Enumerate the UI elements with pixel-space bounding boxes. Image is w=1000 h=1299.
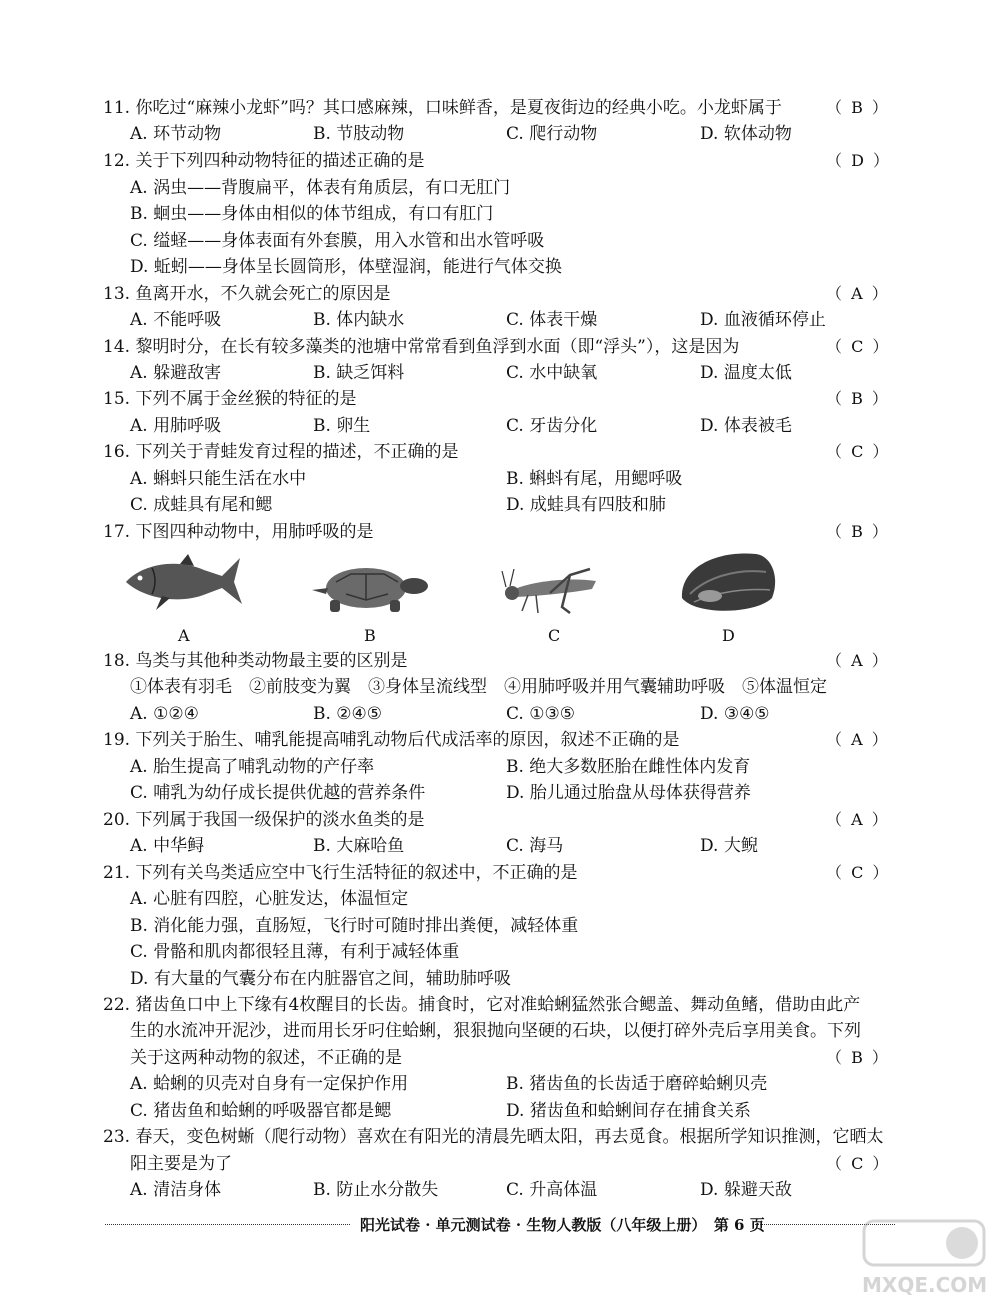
question-23-stem-line-1: 23. 春天，变色树蜥（爬行动物）喜欢在有阳光的清晨先晒太阳，再去觅食。根据所学知识推测，它晒太: [103, 1127, 884, 1147]
q18-statement-list: ①体表有羽毛 ②前肢变为翼 ③身体呈流线型 ④用肺呼吸并用气囊辅助呼吸 ⑤体温恒定: [130, 677, 827, 697]
question-12-answer: （ D ）: [826, 151, 892, 170]
question-16-answer: （ C ）: [826, 442, 891, 461]
q22-option-c: C. 猪齿鱼和蛤蜊的呼吸器官都是鳃: [130, 1101, 392, 1121]
grasshopper-image: [500, 563, 600, 617]
q14-option-a: A. 躲避敌害: [130, 363, 222, 383]
q16-option-b: B. 蝌蚪有尾，用鳃呼吸: [506, 469, 683, 489]
q18-option-c: C. ①③⑤: [506, 704, 575, 724]
q20-option-a: A. 中华鲟: [130, 836, 205, 856]
q12-option-d: D. 蚯蚓——身体呈长圆筒形，体壁湿润，能进行气体交换: [130, 257, 562, 277]
q11-option-b: B. 节肢动物: [313, 124, 405, 144]
watermark-text: MXQE.COM: [862, 1273, 988, 1297]
q15-option-d: D. 体表被毛: [700, 416, 792, 436]
turtle-image: [306, 560, 432, 616]
q23-option-d: D. 躲避天敌: [700, 1180, 792, 1200]
image-label-a: A: [178, 626, 190, 645]
question-17-stem: 17. 下图四种动物中，用肺呼吸的是: [103, 522, 374, 542]
q22-option-a: A. 蛤蜊的贝壳对自身有一定保护作用: [130, 1074, 409, 1094]
q12-option-b: B. 蛔虫——身体由相似的体节组成，有口有肛门: [130, 204, 494, 224]
q16-option-a: A. 蝌蚪只能生活在水中: [130, 469, 307, 489]
question-14-stem: 14. 黎明时分，在长有较多藻类的池塘中常常看到鱼浮到水面（即“浮头”），这是因为: [103, 337, 740, 357]
q21-option-c: C. 骨骼和肌肉都很轻且薄，有利于减轻体重: [130, 942, 460, 962]
question-15-stem: 15. 下列不属于金丝猴的特征的是: [103, 389, 357, 409]
question-11-answer: （ B ）: [826, 98, 890, 117]
q20-option-c: C. 海马: [506, 836, 564, 856]
q22-option-b: B. 猪齿鱼的长齿适于磨碎蛤蜊贝壳: [506, 1074, 768, 1094]
q12-option-c: C. 缢蛏——身体表面有外套膜，用入水管和出水管呼吸: [130, 231, 545, 251]
q22-option-d: D. 猪齿鱼和蛤蜊间存在捕食关系: [506, 1101, 751, 1121]
question-21-answer: （ C ）: [826, 863, 891, 882]
q11-option-d: D. 软体动物: [700, 124, 792, 144]
question-13-answer: （ A ）: [826, 284, 890, 303]
q13-option-d: D. 血液循环停止: [700, 310, 826, 330]
question-22-stem-line-3: 关于这两种动物的叙述，不正确的是: [130, 1048, 402, 1068]
q14-option-c: C. 水中缺氧: [506, 363, 598, 383]
q18-option-b: B. ②④⑤: [313, 704, 383, 724]
q13-option-a: A. 不能呼吸: [130, 310, 222, 330]
q20-option-b: B. 大麻哈鱼: [313, 836, 405, 856]
q15-option-a: A. 用肺呼吸: [130, 416, 222, 436]
image-label-d: D: [722, 626, 735, 645]
q15-option-c: C. 牙齿分化: [506, 416, 598, 436]
q14-option-d: D. 温度太低: [700, 363, 792, 383]
q19-option-c: C. 哺乳为幼仔成长提供优越的营养条件: [130, 783, 426, 803]
question-22-stem-line-1: 22. 猪齿鱼口中上下缘有4枚醒目的长齿。捕食时，它对准蛤蜊猛然张合鳃盖、舞动鱼鳍，借助由此产: [103, 995, 861, 1015]
q16-option-d: D. 成蛙具有四肢和肺: [506, 495, 666, 515]
fish-image: [122, 552, 244, 614]
q12-option-a: A. 涡虫——背腹扁平，体表有角质层，有口无肛门: [130, 178, 511, 198]
footer-text: 阳光试卷 · 单元测试卷 · 生物人教版（八年级上册） 第 6 页: [360, 1216, 765, 1234]
question-21-stem: 21. 下列有关鸟类适应空中飞行生活特征的叙述中，不正确的是: [103, 863, 578, 883]
question-19-stem: 19. 下列关于胎生、哺乳能提高哺乳动物后代成活率的原因，叙述不正确的是: [103, 730, 680, 750]
q18-option-d: D. ③④⑤: [700, 704, 770, 724]
q21-option-a: A. 心脏有四腔，心脏发达，体温恒定: [130, 889, 409, 909]
q21-option-d: D. 有大量的气囊分布在内脏器官之间，辅助肺呼吸: [130, 969, 511, 989]
q13-option-b: B. 体内缺水: [313, 310, 405, 330]
q19-option-b: B. 绝大多数胚胎在雌性体内发育: [506, 757, 751, 777]
q14-option-b: B. 缺乏饵料: [313, 363, 405, 383]
question-23-answer: （ C ）: [826, 1154, 891, 1173]
question-18-stem: 18. 鸟类与其他种类动物最主要的区别是: [103, 651, 408, 671]
question-17-answer: （ B ）: [826, 522, 890, 541]
question-20-stem: 20. 下列属于我国一级保护的淡水鱼类的是: [103, 810, 425, 830]
footer-divider-left: [105, 1224, 350, 1225]
image-label-c: C: [548, 626, 561, 645]
clam-image: [676, 548, 780, 618]
question-22-answer: （ B ）: [826, 1048, 890, 1067]
q20-option-d: D. 大鲵: [700, 836, 758, 856]
q23-option-a: A. 清洁身体: [130, 1180, 222, 1200]
question-16-stem: 16. 下列关于青蛙发育过程的描述，不正确的是: [103, 442, 459, 462]
question-15-answer: （ B ）: [826, 389, 890, 408]
q15-option-b: B. 卵生: [313, 416, 371, 436]
question-14-answer: （ C ）: [826, 337, 891, 356]
question-12-stem: 12. 关于下列四种动物特征的描述正确的是: [103, 151, 425, 171]
question-13-stem: 13. 鱼离开水，不久就会死亡的原因是: [103, 284, 391, 304]
q23-option-c: C. 升高体温: [506, 1180, 598, 1200]
page-footer: [105, 1212, 895, 1236]
q23-option-b: B. 防止水分散失: [313, 1180, 439, 1200]
q11-option-a: A. 环节动物: [130, 124, 222, 144]
question-20-answer: （ A ）: [826, 810, 890, 829]
question-11-stem: 11. 你吃过“麻辣小龙虾”吗？其口感麻辣，口味鲜香，是夏夜街边的经典小吃。小龙虾属于: [103, 98, 782, 118]
question-22-stem-line-2: 生的水流冲开泥沙，进而用长牙叼住蛤蜊，狠狠抛向坚硬的石块，以便打碎外壳后享用美食。下列: [130, 1021, 861, 1041]
q19-option-d: D. 胎儿通过胎盘从母体获得营养: [506, 783, 751, 803]
image-label-b: B: [364, 626, 376, 645]
question-18-answer: （ A ）: [826, 651, 890, 670]
watermark-icon: [862, 1215, 988, 1271]
watermark-logo: [862, 1215, 992, 1295]
q13-option-c: C. 体表干燥: [506, 310, 598, 330]
q16-option-c: C. 成蛙具有尾和鳃: [130, 495, 273, 515]
q21-option-b: B. 消化能力强，直肠短，飞行时可随时排出粪便，减轻体重: [130, 916, 579, 936]
q18-option-a: A. ①②④: [130, 704, 199, 724]
q19-option-a: A. 胎生提高了哺乳动物的产仔率: [130, 757, 375, 777]
question-23-stem-line-2: 阳主要是为了: [130, 1154, 232, 1174]
question-19-answer: （ A ）: [826, 730, 890, 749]
q11-option-c: C. 爬行动物: [506, 124, 598, 144]
